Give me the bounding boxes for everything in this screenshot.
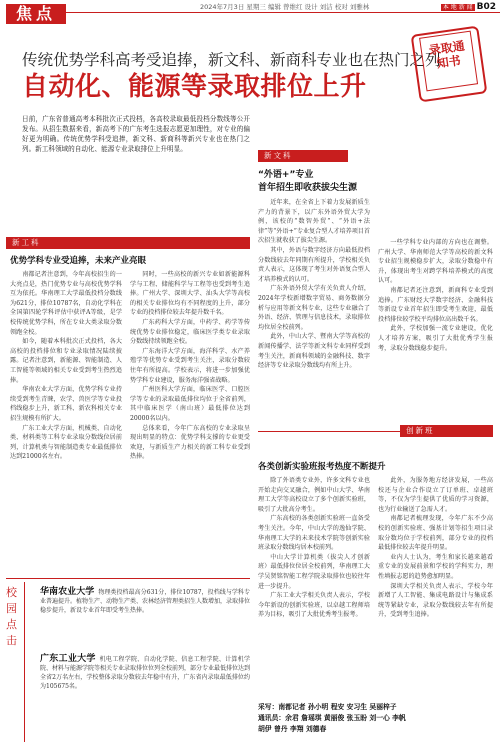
article2-col1 (258, 198, 370, 371)
section-bar-new-liberal-arts: 新文科 (258, 150, 348, 162)
paragraph: 广东外语外贸大学有关负责人介绍，2024年学校新增数字贸易、商务数据分析与应用等新文科专业，这些专业融合了外语、经济、管理与信息技术，录取排位均位居全校前列。 (258, 285, 370, 331)
campus-item-text: 物理类投档最高分631分，排位10787，投档线与学科专业普遍提升。植物生产、动物生产类、农林经济管理类招生人数增加，录取排位稳步提升，新设专业首年即受考生热捧。 (40, 589, 251, 614)
campus-vertical-rule (24, 582, 25, 742)
paragraph: 业内人士认为，考生和家长越来越看重专业的发展前景和学校的学科实力，理性填报志愿的趋势愈加明显。 (378, 553, 493, 580)
campus-item (40, 655, 250, 691)
article1-col2 (130, 270, 250, 462)
paragraph: 广东药科大学方面，中药学、药学等传统优势专业排位稳定，临床医学类专业录取分数线持续领跑全校。 (130, 318, 250, 346)
article3-col1 (258, 476, 370, 620)
article3-title: 各类创新实验班报考热度不断提升 (258, 462, 386, 472)
page-header (0, 0, 500, 22)
paragraph: 华南农业大学方面，优势学科专业持续受到考生青睐，农学、兽医学等专业投档线稳步上升，新工科、新农科相关专业招生规模有所扩大。 (10, 386, 122, 422)
byline-line: 采写：南都记者 孙小明 程安 安习生 吴丽梓子 (258, 703, 397, 711)
byline-line: 通讯员：余君 詹瑶琪 黄丽俊 张玉盼 刘一心 李帆 (258, 714, 406, 722)
page-number-value: B02 (476, 2, 496, 12)
paragraph: 南都记者注意到，今年高校招生的一大亮点是，热门优势专业与高校优势学科互为依托。华南理工大学最低投档分数线为621分，排位10787名，自动化学科在全国第四轮学科评估中获评A等级，是学校传统优势学科，所在专业大类录取分数领跑全校。 (10, 271, 122, 336)
stamp-text: 录取通知书 (419, 31, 478, 92)
paragraph: 一些学科专业内部的方向也在调整。广州大学、华南师范大学等高校的新文科专业招生规模稳步扩大，录取分数稳中有升，体现出考生对跨学科培养模式的高度认可。 (378, 239, 493, 285)
paragraph: 总体来看，今年广东高校的专业录取呈现出明显的特点：优势学科支撑的专业更受欢迎，与新质生产力相关的新工科专业受到热捧。 (130, 424, 250, 461)
byline (258, 702, 493, 735)
paragraph: 如今，随着本科批次正式投档，各大高校的投档排位和专业录取情况陆续披露。记者注意到，新能源、智能制造、人工智能等领域的相关专业受到考生热烈追捧。 (10, 338, 122, 384)
byline-line: 胡伊 曾丹 李翔 刘德春 (258, 725, 327, 733)
article1-col1 (10, 270, 122, 462)
section-bar-new-engineering: 新工科 (6, 237, 250, 249)
paragraph: 南都记者还注意到，新商科专业受到追捧。广东财经大学数字经济、金融科技等新设专业首年招生即受考生欢迎，最低投档排位较学校平均排位高出数千名。 (378, 286, 493, 323)
page-number (441, 2, 496, 12)
paragraph: 除了外语类专业外，许多文科专业也开始走向交叉融合，例如中山大学、华南理工大学等高校设立了多个创新实验班，吸引了大批高分考生。 (258, 477, 370, 513)
page-tag: 本 地 新 闻 (442, 4, 473, 11)
article1-title: 优势学科专业受追捧，未来产业亮眼 (10, 256, 147, 266)
lead-paragraph: 日前，广东省普通高考本科批次正式投档，各高校录取最低投档分数线等公开发布。从招生数据来看，新高考下的广东考生选报志愿更加理性，对专业的偏好更为明确。传统优势学科受追捧，新文科、新商科等新兴专业也在热门之列。新工科领域的自动化、能源专业录取排位上升明显。 (22, 115, 250, 153)
paragraph: 广东高校的各类创新实验班一直备受考生关注。今年，中山大学的逸仙学院、华南理工大学的未来技术学院等创新实验班录取分数线均居本校前列。 (258, 515, 370, 552)
admission-letter-stamp (411, 26, 488, 103)
paragraph: 近年来，在全省上下着力发展新质生产力的背景下，以广东外语外贸大学为例，该校的“数智外贸”、“外语+法律”等“外语+”专业复合型人才培养项目首次招生就收获了拔尖生源。 (258, 199, 370, 245)
paragraph: 此外，中山大学、暨南大学等高校的新闻传播学、法学等新文科专业同样受到考生关注，新商科领域的金融科技、数字经济等专业录取分数线均有所上升。 (258, 333, 370, 370)
headline-title: 自动化、能源等录取排位上升 (22, 72, 367, 102)
header-rule (66, 12, 500, 13)
paragraph: 其中，外语与数字经济方向最低投档分数线较去年同期有所提升，学校相关负责人表示，这体现了考生对外语复合型人才培养模式的认可。 (258, 246, 370, 283)
paragraph: 同时，一些高校的新兴专业如新能源科学与工程、储能科学与工程等也受到考生追捧。广州大学、深圳大学、汕头大学等高校的相关专业排位均有不同程度的上升，部分专业的投档排位较去年提升数千名。 (130, 271, 250, 317)
paragraph: 广东海洋大学方面，海洋科学、水产养殖学等优势专业受到考生关注，录取分数较往年有所提高。学校表示，将进一步加强优势学科专业建设，服务海洋强省战略。 (130, 347, 250, 384)
campus-item (40, 588, 250, 615)
campus-item-name: 华南农业大学 (40, 587, 95, 597)
paragraph: 中山大学计算机类（拔尖人才创新班）最低排位位居全校前列，华南理工大学吴贤铭智能工程学院录取排位也较往年进一步提升。 (258, 553, 370, 590)
campus-item-name: 广东工业大学 (40, 654, 96, 664)
paragraph: 南都记者梳理发现，今年广东不少高校的创新实验班、强基计划等招生项目录取分数均位于学校前列，部分专业的投档最低排位较去年提升明显。 (378, 515, 493, 552)
campus-rule (6, 578, 250, 579)
article2-col2 (378, 238, 493, 353)
paragraph: 广东工业大学方面，机械类、自动化类、材料类等工科专业录取分数线位居前列，计算机类与智能制造类专业最低排位达到21000名左右。 (10, 424, 122, 461)
section-bar-innovation-class: 创新班 (400, 425, 493, 437)
paragraph: 广东工业大学相关负责人表示，学校今年新设的创新实验班，以卓越工程师培养为目标，吸引了大批优秀考生报考。 (258, 592, 370, 619)
paragraph: 此外，学校加强一流专业建设，优化人才培养方案，吸引了大批优秀学生报考，录取分数线稳步提升。 (378, 325, 493, 352)
section-rule (258, 431, 400, 432)
campus-item-text: 机电工程学院、自动化学院、信息工程学院、计算机学院、材料与能源学院等相关专业录取排位位列全校前列，部分专业最低排位达到全省2万名左右，学校整体录取分数较去年稳中有升，广东省内录取最低排位约为105675名。 (40, 656, 251, 690)
dateline: 2024年7月3日 星期三 编辑 曾维红 设计 刘洁 校对 刘雅林 (200, 3, 370, 11)
section-badge: 焦点 (6, 4, 66, 24)
paragraph: 此外，为服务地方经济发展，一些高校还与企业合作设立了订单班、卓越班等，不仅为学生提供了优质的学习资源，也为行业输送了急需人才。 (378, 477, 493, 513)
campus-notes-label: 校园点击 (6, 586, 17, 647)
headline-subtitle: 传统优势学科高考受追捧，新文科、新商科专业也在热门之列 (22, 51, 441, 69)
article2-title-line2: 首年招生即收获拔尖生源 (258, 183, 358, 193)
paragraph: 广州医科大学方面，临床医学、口腔医学等专业的录取最低排位均位于全省前列，其中临床医学（南山班）最低排位达到20000名以内。 (130, 386, 250, 422)
article2-title-line1: “外语+”专业 (258, 170, 314, 180)
paragraph: 深圳大学相关负责人表示，学校今年新增了人工智能、集成电路设计与集成系统等紧缺专业，录取分数线较去年有所提升，受到考生追捧。 (378, 582, 493, 619)
article3-col2 (378, 476, 493, 620)
